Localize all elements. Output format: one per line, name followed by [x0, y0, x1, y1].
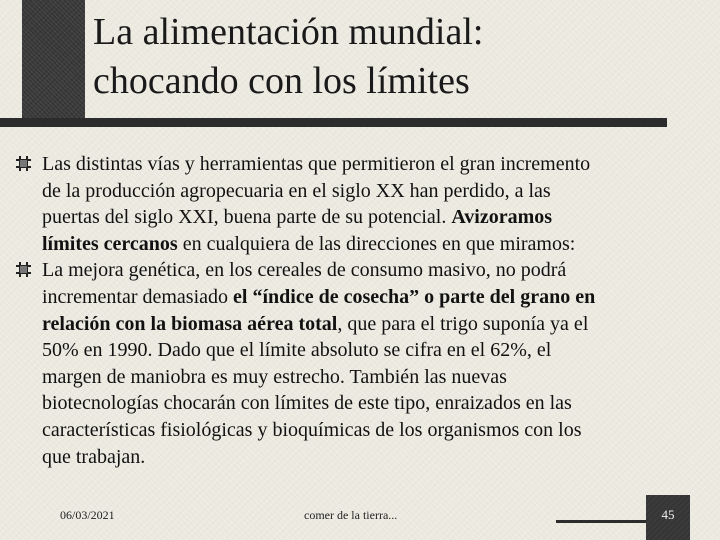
- title-underline: [0, 118, 667, 127]
- page-number-rule: [556, 520, 646, 523]
- bullet-text: , que para el trigo suponía ya el: [337, 312, 589, 335]
- bullet-text: La mejora genética, en los cereales de consumo masivo, no podrá: [42, 259, 567, 282]
- bullet-bold-text: límites cercanos: [42, 232, 178, 255]
- bullet-1-line-1: [42, 151, 712, 178]
- bullet-1-line-3: [42, 204, 712, 231]
- slide-body: [42, 151, 712, 470]
- bullet-bold-text: relación con la biomasa aérea total: [42, 312, 338, 335]
- bullet-2-line-4: 50% en 1990. Dado que el límite absoluto se cifra en el 62%, el: [42, 339, 552, 362]
- bullet-2-line-3: [42, 311, 712, 338]
- hash-square-icon: [16, 156, 31, 171]
- bullet-2-line-8: que trabajan.: [42, 445, 146, 468]
- title-line-1: La alimentación mundial:: [93, 11, 484, 53]
- page-number: 45: [646, 495, 690, 540]
- bullet-text: incrementar demasiado: [42, 285, 234, 308]
- bullet-text: Las distintas vías y herramientas que permitieron el gran incremento: [42, 153, 591, 175]
- bullet-text: en cualquiera de las direcciones en que miramos:: [177, 232, 576, 255]
- bullet-1-line-4: [42, 231, 712, 258]
- footer-date: 06/03/2021: [60, 508, 115, 522]
- footer-caption: comer de la tierra...: [304, 508, 398, 522]
- bullet-2-line-1: [42, 257, 712, 284]
- title-line-2: chocando con los límites: [93, 60, 470, 102]
- bullet-2-line-2: [42, 284, 712, 311]
- bullet-bold-text: Avizoramos: [451, 206, 553, 229]
- bullet-1-line-2: de la producción agropecuaria en el siglo XX han perdido, a las: [42, 179, 551, 202]
- bullet-2-line-5: margen de maniobra es muy estrecho. También las nuevas: [42, 365, 507, 388]
- left-accent-bar: [22, 0, 85, 118]
- bullet-bold-text: el “índice de cosecha” o parte del grano en: [233, 285, 596, 308]
- hash-square-icon: [16, 262, 31, 277]
- bullet-2-line-6: biotecnologías chocarán con límites de este tipo, enraizados en las: [42, 392, 572, 415]
- bullet-text: puertas del siglo XXI, buena parte de su potencial.: [42, 206, 452, 229]
- bullet-2-line-7: características fisiológicas y bioquímicas de los organismos con los: [42, 418, 582, 441]
- slide-title: [93, 8, 693, 106]
